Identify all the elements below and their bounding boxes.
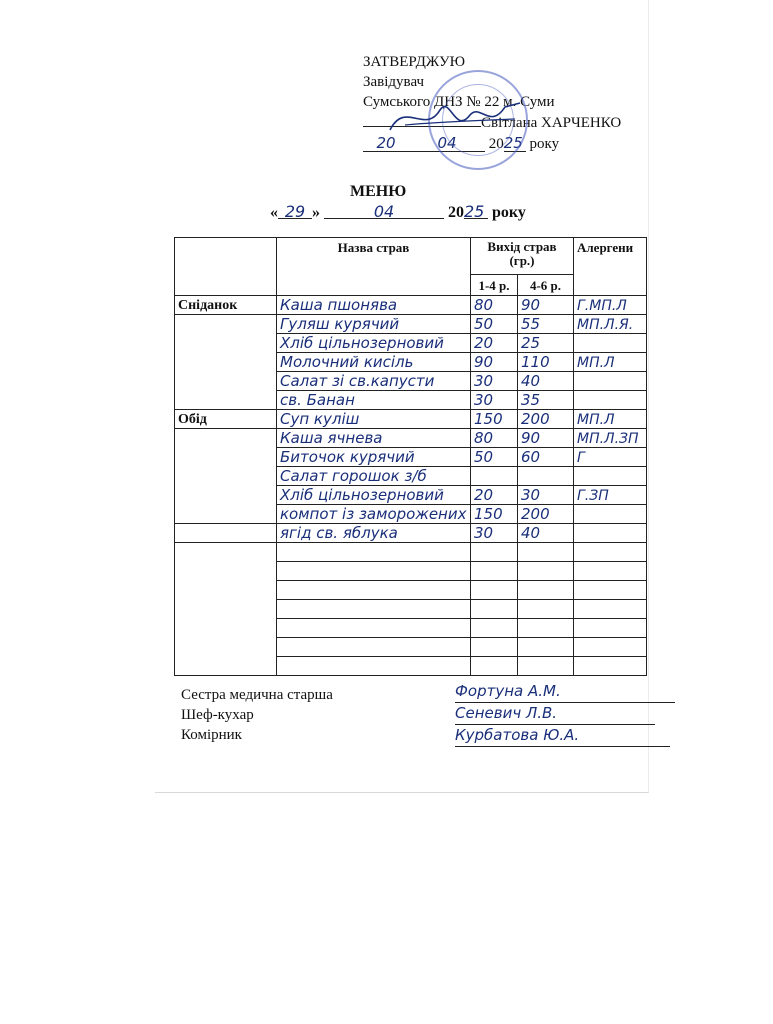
table-row <box>175 448 647 467</box>
allergens: Г.ЗП <box>574 486 647 505</box>
meal-cell <box>175 391 277 410</box>
allergens <box>574 467 647 486</box>
portion-4-6 <box>518 581 574 600</box>
role-chef: Шеф-кухар <box>181 707 254 723</box>
allergens: МП.Л.ЗП <box>574 429 647 448</box>
header-allergens: Алергени <box>574 238 647 296</box>
portion-1-4: 80 <box>471 429 518 448</box>
portion-1-4: 20 <box>471 334 518 353</box>
allergens: МП.Л <box>574 353 647 372</box>
allergens <box>574 334 647 353</box>
portion-4-6: 35 <box>518 391 574 410</box>
portion-1-4 <box>471 467 518 486</box>
dish-name: Салат горошок з/б <box>277 467 471 486</box>
table-row <box>175 315 647 334</box>
dish-name <box>277 543 471 562</box>
portion-1-4: 20 <box>471 486 518 505</box>
menu-table <box>174 237 647 676</box>
table-row <box>175 657 647 676</box>
dish-name: Каша пшонява <box>277 296 471 315</box>
portion-1-4 <box>471 638 518 657</box>
meal-cell: Сніданок <box>175 296 277 315</box>
dish-name: Гуляш курячий <box>277 315 471 334</box>
portion-4-6: 30 <box>518 486 574 505</box>
dish-name <box>277 619 471 638</box>
header-meal <box>175 238 277 296</box>
portion-1-4: 30 <box>471 524 518 543</box>
meal-cell <box>175 581 277 600</box>
meal-cell <box>175 429 277 448</box>
meal-cell <box>175 315 277 334</box>
table-row <box>175 505 647 524</box>
meal-cell <box>175 600 277 619</box>
approval-year-word: року <box>529 136 560 152</box>
approval-month: 04 <box>409 133 485 152</box>
chef-signature: Сеневич Л.В. <box>455 703 655 725</box>
portion-1-4: 90 <box>471 353 518 372</box>
approval-year-prefix: 20 <box>488 136 504 152</box>
portion-1-4 <box>471 657 518 676</box>
portion-1-4: 50 <box>471 448 518 467</box>
allergens <box>574 391 647 410</box>
portion-4-6 <box>518 600 574 619</box>
header-dish: Назва страв <box>277 238 471 296</box>
dish-name: св. Банан <box>277 391 471 410</box>
menu-title: МЕНЮ <box>350 183 407 200</box>
meal-cell <box>175 524 277 543</box>
menu-date-line <box>270 202 526 222</box>
dish-name: Суп куліш <box>277 410 471 429</box>
allergens <box>574 657 647 676</box>
allergens <box>574 505 647 524</box>
dish-name: Салат зі св.капусти <box>277 372 471 391</box>
dish-name <box>277 581 471 600</box>
table-row <box>175 581 647 600</box>
storekeeper-signature: Курбатова Ю.А. <box>455 725 670 747</box>
meal-cell <box>175 562 277 581</box>
table-row <box>175 543 647 562</box>
allergens <box>574 600 647 619</box>
table-row <box>175 410 647 429</box>
header-age-4-6: 4-6 р. <box>518 275 574 296</box>
meal-cell <box>175 543 277 562</box>
portion-1-4 <box>471 600 518 619</box>
portion-1-4: 150 <box>471 410 518 429</box>
table-row <box>175 600 647 619</box>
dish-name: Молочний кисіль <box>277 353 471 372</box>
portion-4-6: 55 <box>518 315 574 334</box>
meal-cell <box>175 372 277 391</box>
portion-4-6: 110 <box>518 353 574 372</box>
portion-4-6: 90 <box>518 296 574 315</box>
meal-cell <box>175 486 277 505</box>
menu-year-word: року <box>492 204 526 221</box>
portion-1-4: 30 <box>471 372 518 391</box>
director-name: Світлана ХАРЧЕНКО <box>481 115 622 131</box>
table-row <box>175 467 647 486</box>
allergens <box>574 581 647 600</box>
director-signature-mark <box>385 95 525 145</box>
meal-cell <box>175 448 277 467</box>
menu-close-quote: » <box>312 204 320 221</box>
allergens <box>574 372 647 391</box>
dish-name: Биточок курячий <box>277 448 471 467</box>
portion-4-6: 25 <box>518 334 574 353</box>
allergens <box>574 619 647 638</box>
approval-heading: ЗАТВЕРДЖУЮ <box>363 54 466 70</box>
meal-cell <box>175 619 277 638</box>
meal-cell <box>175 505 277 524</box>
portion-4-6: 200 <box>518 410 574 429</box>
portion-1-4: 30 <box>471 391 518 410</box>
header-output: Вихід страв (гр.) <box>471 238 574 275</box>
portion-4-6 <box>518 562 574 581</box>
table-row <box>175 372 647 391</box>
dish-name <box>277 600 471 619</box>
portion-1-4: 80 <box>471 296 518 315</box>
signature-roles <box>181 685 333 745</box>
table-row <box>175 429 647 448</box>
portion-4-6 <box>518 543 574 562</box>
dish-name: ягід св. яблука <box>277 524 471 543</box>
table-row <box>175 334 647 353</box>
table-row <box>175 638 647 657</box>
menu-body <box>175 296 647 676</box>
menu-year-suffix: 25 <box>464 202 488 219</box>
role-nurse: Сестра медична старша <box>181 687 333 703</box>
menu-open-quote: « <box>270 204 278 221</box>
table-row <box>175 486 647 505</box>
table-row <box>175 619 647 638</box>
meal-cell <box>175 467 277 486</box>
nurse-signature: Фортуна А.М. <box>455 681 675 703</box>
portion-1-4 <box>471 581 518 600</box>
dish-name <box>277 638 471 657</box>
portion-4-6: 60 <box>518 448 574 467</box>
allergens <box>574 543 647 562</box>
allergens <box>574 562 647 581</box>
portion-1-4 <box>471 562 518 581</box>
meal-cell <box>175 334 277 353</box>
dish-name: Хліб цільнозерновий <box>277 486 471 505</box>
meal-cell: Обід <box>175 410 277 429</box>
portion-4-6 <box>518 467 574 486</box>
meal-cell <box>175 353 277 372</box>
portion-4-6 <box>518 619 574 638</box>
approval-position: Завідувач <box>363 74 425 90</box>
dish-name <box>277 657 471 676</box>
menu-month: 04 <box>324 202 444 219</box>
meal-cell <box>175 638 277 657</box>
portion-4-6 <box>518 657 574 676</box>
dish-name <box>277 562 471 581</box>
dish-name: Хліб цільнозерновий <box>277 334 471 353</box>
menu-day: 29 <box>278 202 312 219</box>
dish-name: Каша ячнева <box>277 429 471 448</box>
portion-1-4 <box>471 543 518 562</box>
approval-year-suffix: 25 <box>504 133 526 152</box>
signature-names <box>455 681 675 747</box>
allergens: МП.Л <box>574 410 647 429</box>
allergens: МП.Л.Я. <box>574 315 647 334</box>
table-row <box>175 391 647 410</box>
table-row <box>175 353 647 372</box>
meal-cell <box>175 657 277 676</box>
approval-institution: Сумського ДНЗ № 22 м. Суми <box>363 94 555 110</box>
portion-4-6: 200 <box>518 505 574 524</box>
portion-4-6: 40 <box>518 372 574 391</box>
table-row <box>175 524 647 543</box>
header-age-1-4: 1-4 р. <box>471 275 518 296</box>
table-header-row <box>175 238 647 275</box>
portion-1-4: 50 <box>471 315 518 334</box>
allergens <box>574 638 647 657</box>
approval-day: 20 <box>363 133 409 152</box>
table-row <box>175 296 647 315</box>
portion-1-4: 150 <box>471 505 518 524</box>
table-row <box>175 562 647 581</box>
portion-4-6 <box>518 638 574 657</box>
dish-name: компот із заморожених <box>277 505 471 524</box>
allergens: Г <box>574 448 647 467</box>
allergens <box>574 524 647 543</box>
portion-4-6: 90 <box>518 429 574 448</box>
menu-year-prefix: 20 <box>448 204 464 221</box>
portion-1-4 <box>471 619 518 638</box>
role-storekeeper: Комірник <box>181 727 242 743</box>
allergens: Г.МП.Л <box>574 296 647 315</box>
portion-4-6: 40 <box>518 524 574 543</box>
